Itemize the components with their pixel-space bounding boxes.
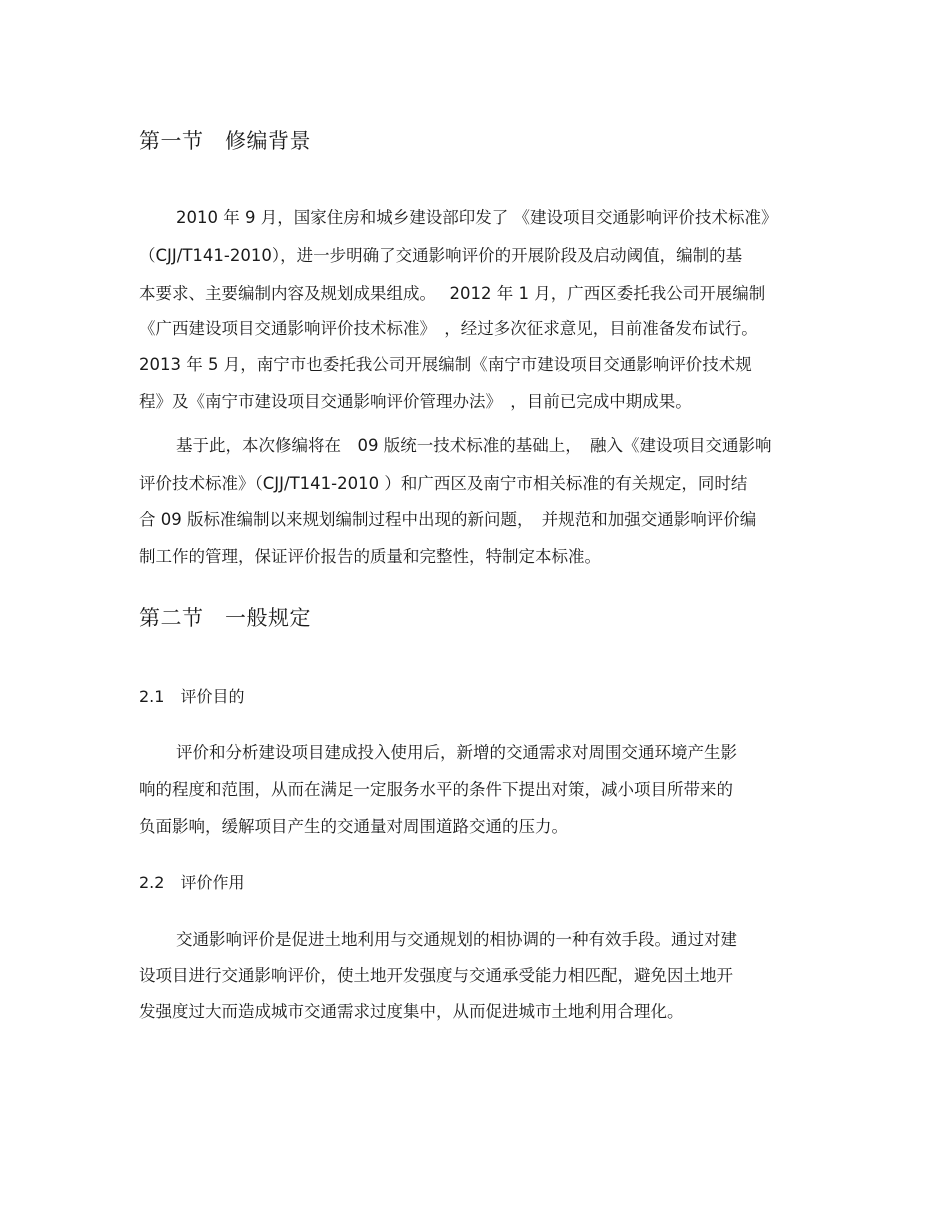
paragraph-line: 制工作的管理，保证评价报告的质量和完整性，特制定本标准。 [139, 547, 601, 566]
paragraph-line: 2013 年 5 月，南宁市也委托我公司开展编制《南宁市建设项目交通影响评价技术规 [139, 355, 752, 374]
paragraph-line: 本要求、主要编制内容及规划成果组成。 2012 年 1 月，广西区委托我公司开展编制 [139, 284, 766, 303]
paragraph-line: （CJJ/T141-2010），进一步明确了交通影响评价的开展阶段及启动阈值，编制的基 [139, 246, 743, 265]
paragraph-line: 程》及《南宁市建设项目交通影响评价管理办法》 ，目前已完成中期成果。 [139, 392, 692, 411]
section-heading-general-rules: 第二节 一般规定 [139, 606, 311, 630]
paragraph-line: 评价和分析建设项目建成投入使用后，新增的交通需求对周围交通环境产生影 [176, 743, 737, 762]
subsection-title: 2.1 评价目的 [139, 687, 245, 706]
paragraph-line: 负面影响，缓解项目产生的交通量对周围道路交通的压力。 [139, 817, 568, 836]
paragraph-line: 响的程度和范围，从而在满足一定服务水平的条件下提出对策，减小项目所带来的 [139, 780, 733, 799]
paragraph-line: 合 09 版标准编制以来规划编制过程中出现的新问题， 并规范和加强交通影响评价编 [139, 510, 757, 529]
paragraph-line: 《广西建设项目交通影响评价技术标准》 ，经过多次征求意见，目前准备发布试行。 [139, 319, 758, 338]
section-heading-background: 第一节 修编背景 [139, 129, 311, 153]
subsection-title: 2.2 评价作用 [139, 873, 245, 892]
paragraph-line: 交通影响评价是促进土地利用与交通规划的相协调的一种有效手段。通过对建 [176, 930, 737, 949]
paragraph-line: 2010 年 9 月，国家住房和城乡建设部印发了 《建设项目交通影响评价技术标准》 [176, 208, 778, 227]
paragraph-line: 评价技术标准》（CJJ/T141-2010 ）和广西区及南宁市相关标准的有关规定，同时结 [139, 474, 748, 493]
paragraph-line: 基于此，本次修编将在 09 版统一技术标准的基础上， 融入《建设项目交通影响 [176, 436, 772, 455]
paragraph-line: 设项目进行交通影响评价，使土地开发强度与交通承受能力相匹配，避免因土地开 [139, 966, 733, 985]
paragraph-line: 发强度过大而造成城市交通需求过度集中，从而促进城市土地利用合理化。 [139, 1002, 684, 1021]
